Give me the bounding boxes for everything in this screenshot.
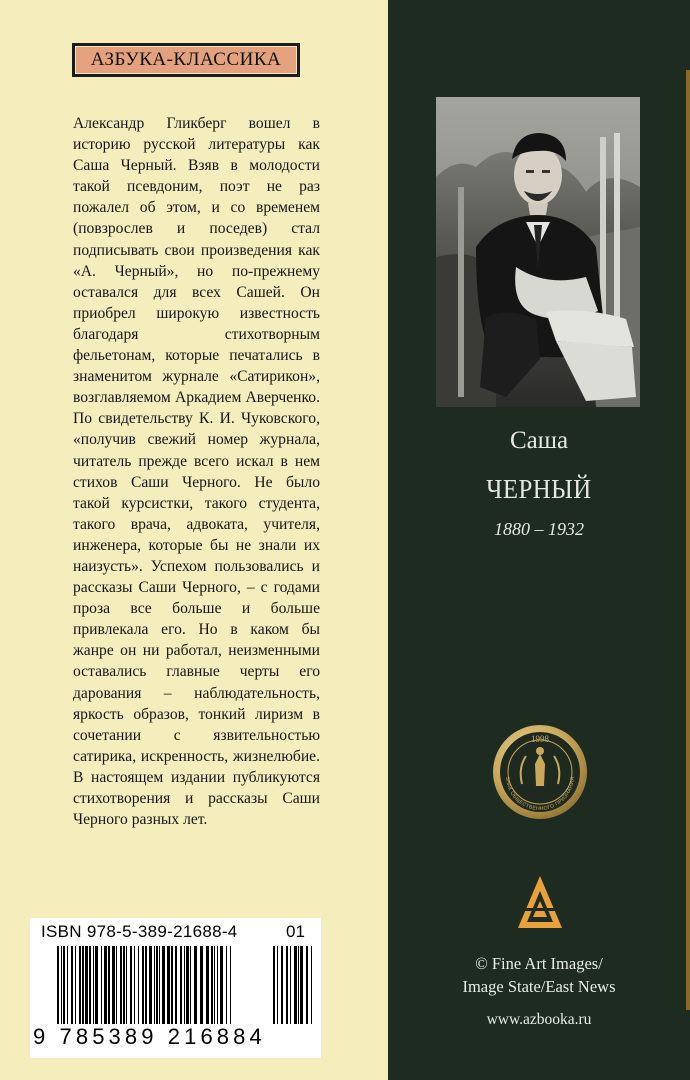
barcode-bar (220, 946, 223, 1024)
barcode-addon-bar (290, 946, 291, 1024)
publisher-website: www.azbooka.ru (486, 1011, 592, 1028)
barcode-bar (82, 946, 84, 1024)
author-last-name: ЧЕРНЫЙ (486, 474, 592, 504)
barcode-bar (190, 946, 191, 1024)
azbuka-logo-icon (517, 875, 563, 929)
barcode-addon-bar (286, 946, 288, 1024)
author-years: 1880 – 1932 (494, 519, 584, 539)
barcode-addon-bar (277, 946, 278, 1024)
barcode-bar (123, 946, 125, 1024)
barcode-bar (217, 946, 218, 1024)
barcode-bar (180, 946, 182, 1024)
barcode-bar (186, 946, 189, 1024)
barcode-bar (171, 946, 173, 1024)
barcode-bar (57, 946, 59, 1024)
barcode-bar (230, 946, 231, 1024)
author-first-name: Саша (509, 427, 569, 454)
barcode-bar (71, 946, 73, 1024)
barcode-addon-bar (306, 946, 308, 1024)
series-badge-inner (75, 46, 297, 74)
barcode-bar (112, 946, 115, 1024)
barcode-bar (89, 946, 91, 1024)
barcode-bar (149, 946, 152, 1024)
barcode-bar (79, 946, 81, 1024)
barcode-bar (145, 946, 147, 1024)
barcode-bar (194, 946, 197, 1024)
barcode-addon-bar (311, 946, 312, 1024)
author-photo (436, 97, 640, 407)
barcode-bar (138, 946, 139, 1024)
spine-edge-strip (686, 70, 690, 1010)
barcode-bar (95, 946, 98, 1024)
series-label: АЗБУКА-КЛАССИКА (90, 49, 282, 70)
barcode-bar (85, 946, 88, 1024)
barcode-bar (175, 946, 177, 1024)
barcode-bar (134, 946, 135, 1024)
barcode-addon-bar (273, 946, 275, 1024)
barcode-bar (108, 946, 110, 1024)
barcode-addon-bar (300, 946, 303, 1024)
barcode-bar (162, 946, 165, 1024)
barcode-bar (116, 946, 117, 1024)
medal-year: 1998 (531, 734, 549, 744)
barcode-bar (159, 946, 160, 1024)
photo-credit-line-1: © Fine Art Images/ (475, 954, 603, 973)
barcode-bar (120, 946, 122, 1024)
photo-credit-line-2: Image State/East News (462, 977, 616, 996)
medal-ring-text: ЗНАК ОБЩЕСТВЕННОГО ПРИЗНАНИЯ (503, 776, 577, 813)
barcode-bar (63, 946, 65, 1024)
barcode-bar (67, 946, 68, 1024)
barcode-bar (184, 946, 185, 1024)
annotation-text: Александр Гликберг вошел в историю русской литературы как Саша Черный. Взяв в молодости такой псевдоним, поэт не раз пожалел об этом, и со временем (повзрослев и поседев) стал подписывать свои произведения как «А. Черный», но по-прежнему оставался для всех Сашей. Он приобрел широкую известность благодаря стихотворным фельетонам, которые печатались в знаменитом журнале «Сатирикон», возглавляемом Аркадием Аверченко. По свидетельству К. И. Чуковского, «получив свежий номер журнала, читатель прежде всего искал в нем стихов Саши Черного. Не было такой курсистки, такого студента, такого врача, адвоката, учителя, инженера, которые бы не знали их наизусть». Успехом пользовались и рассказы Саши Черного, – с годами проза все больше и больше привлекала его. Но в каком бы жанре он ни работал, неизменными оставались главные черты его дарования – наблюдательность, яркость образов, тонкий лиризм в сочетании с язвительностью сатирика, искренность, жизнелюбие. В настоящем издании публикуются стихотворения и рассказы Саши Черного разных лет. (73, 115, 320, 829)
barcode-bar (61, 946, 62, 1024)
barcode-bar (104, 946, 107, 1024)
barcode-bar (130, 946, 132, 1024)
barcode-bar (206, 946, 209, 1024)
series-badge (72, 43, 300, 77)
photo-credit (388, 952, 690, 998)
public-recognition-medal (492, 724, 588, 820)
barcode-bar (226, 946, 227, 1024)
barcode-bar (167, 946, 170, 1024)
barcode-bar (101, 946, 102, 1024)
barcode-bar (142, 946, 144, 1024)
barcode-bar (75, 946, 76, 1024)
barcode-bar (214, 946, 215, 1024)
isbn-label: ISBN 978-5-389-21688-4 (41, 922, 238, 941)
barcode-bar (154, 946, 155, 1024)
barcode-addon-bar (294, 946, 297, 1024)
barcode-addon-bar (298, 946, 299, 1024)
barcode-bars (57, 946, 319, 1024)
barcode-addon-bar (281, 946, 283, 1024)
barcode-bar (93, 946, 94, 1024)
ean-digits: 9 785389 216884 (33, 1024, 266, 1049)
barcode-bar (200, 946, 203, 1024)
barcode-bar (156, 946, 158, 1024)
barcode-bar (211, 946, 213, 1024)
barcode-addon-number: 01 (286, 922, 305, 941)
barcode-bar (126, 946, 127, 1024)
